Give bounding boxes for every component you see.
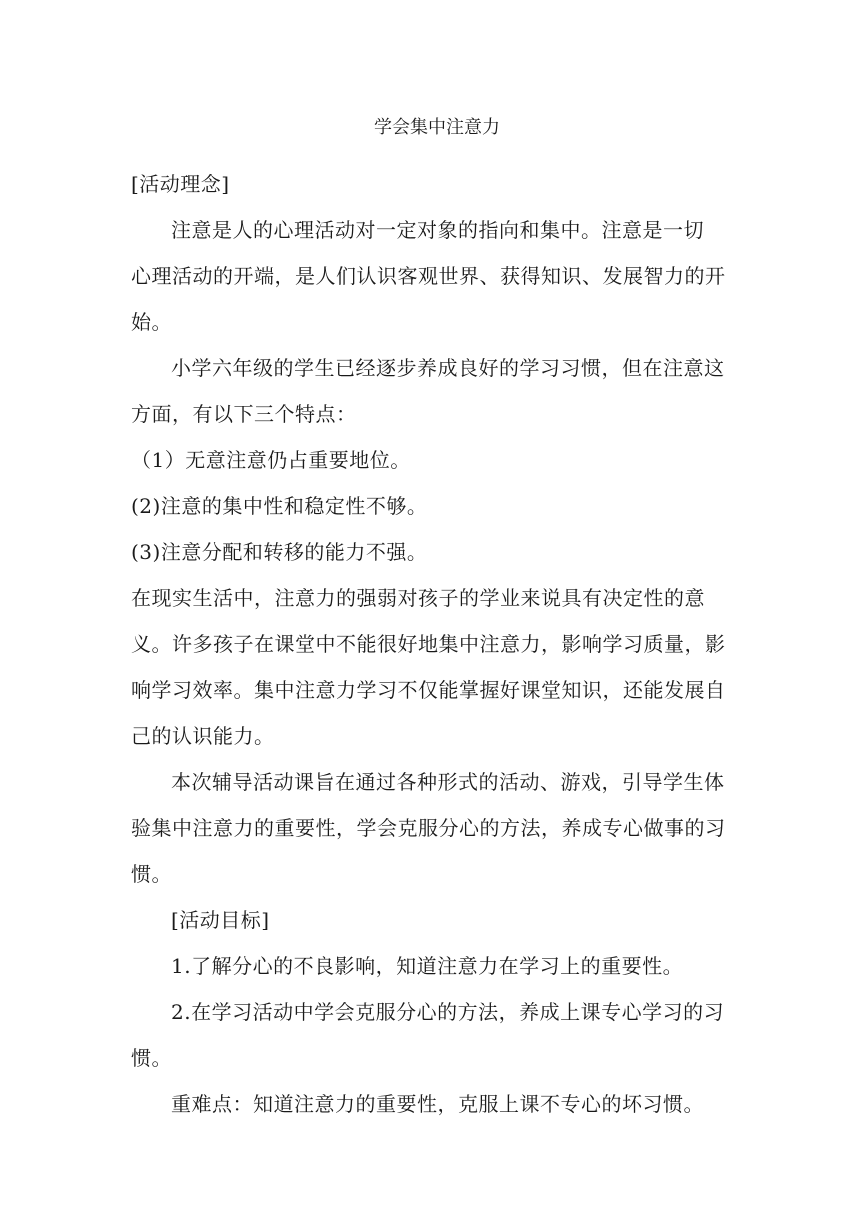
document-page (131, 112, 731, 1127)
list-item: （1）无意注意仍占重要地位。 (131, 448, 411, 472)
key-points: 重难点：知道注意力的重要性，克服上课不专心的坏习惯。 (171, 1092, 704, 1116)
list-item: (2)注意的集中性和稳定性不够。 (131, 494, 428, 518)
paragraph-grade-six: 小学六年级的学生已经逐步养成良好的学习习惯，但在注意这方面，有以下三个特点： (131, 356, 725, 426)
paragraph-intro-rest: 心理活动的开端，是人们认识客观世界、获得知识、发展智力的开始。 (131, 264, 726, 334)
goal-item-1: 1.了解分心的不良影响，知道注意力在学习上的重要性。 (171, 954, 684, 978)
list-item: (3)注意分配和转移的能力不强。 (131, 540, 428, 564)
paragraph-lesson-aim: 本次辅导活动课旨在通过各种形式的活动、游戏，引导学生体验集中注意力的重要性，学会克服分心的方法，养成专心做事的习惯。 (131, 770, 726, 886)
goal-item-2: 2.在学习活动中学会克服分心的方法，养成上课专心学习的习惯。 (131, 1000, 725, 1070)
paragraph-real-life: 在现实生活中，注意力的强弱对孩子的学业来说具有决定性的意义。许多孩子在课堂中不能很好地集中注意力，影响学习质量，影响学习效率。集中注意力学习不仅能掌握好课堂知识，还能发展自己的认识能力。 (131, 586, 726, 748)
section-heading-goals: [活动目标] (171, 908, 270, 932)
section-heading-concept: [活动理念] (131, 172, 230, 196)
document-title: 学会集中注意力 (374, 117, 500, 138)
paragraph-intro-line1: 注意是人的心理活动对一定对象的指向和集中。注意是一切 (171, 218, 704, 242)
